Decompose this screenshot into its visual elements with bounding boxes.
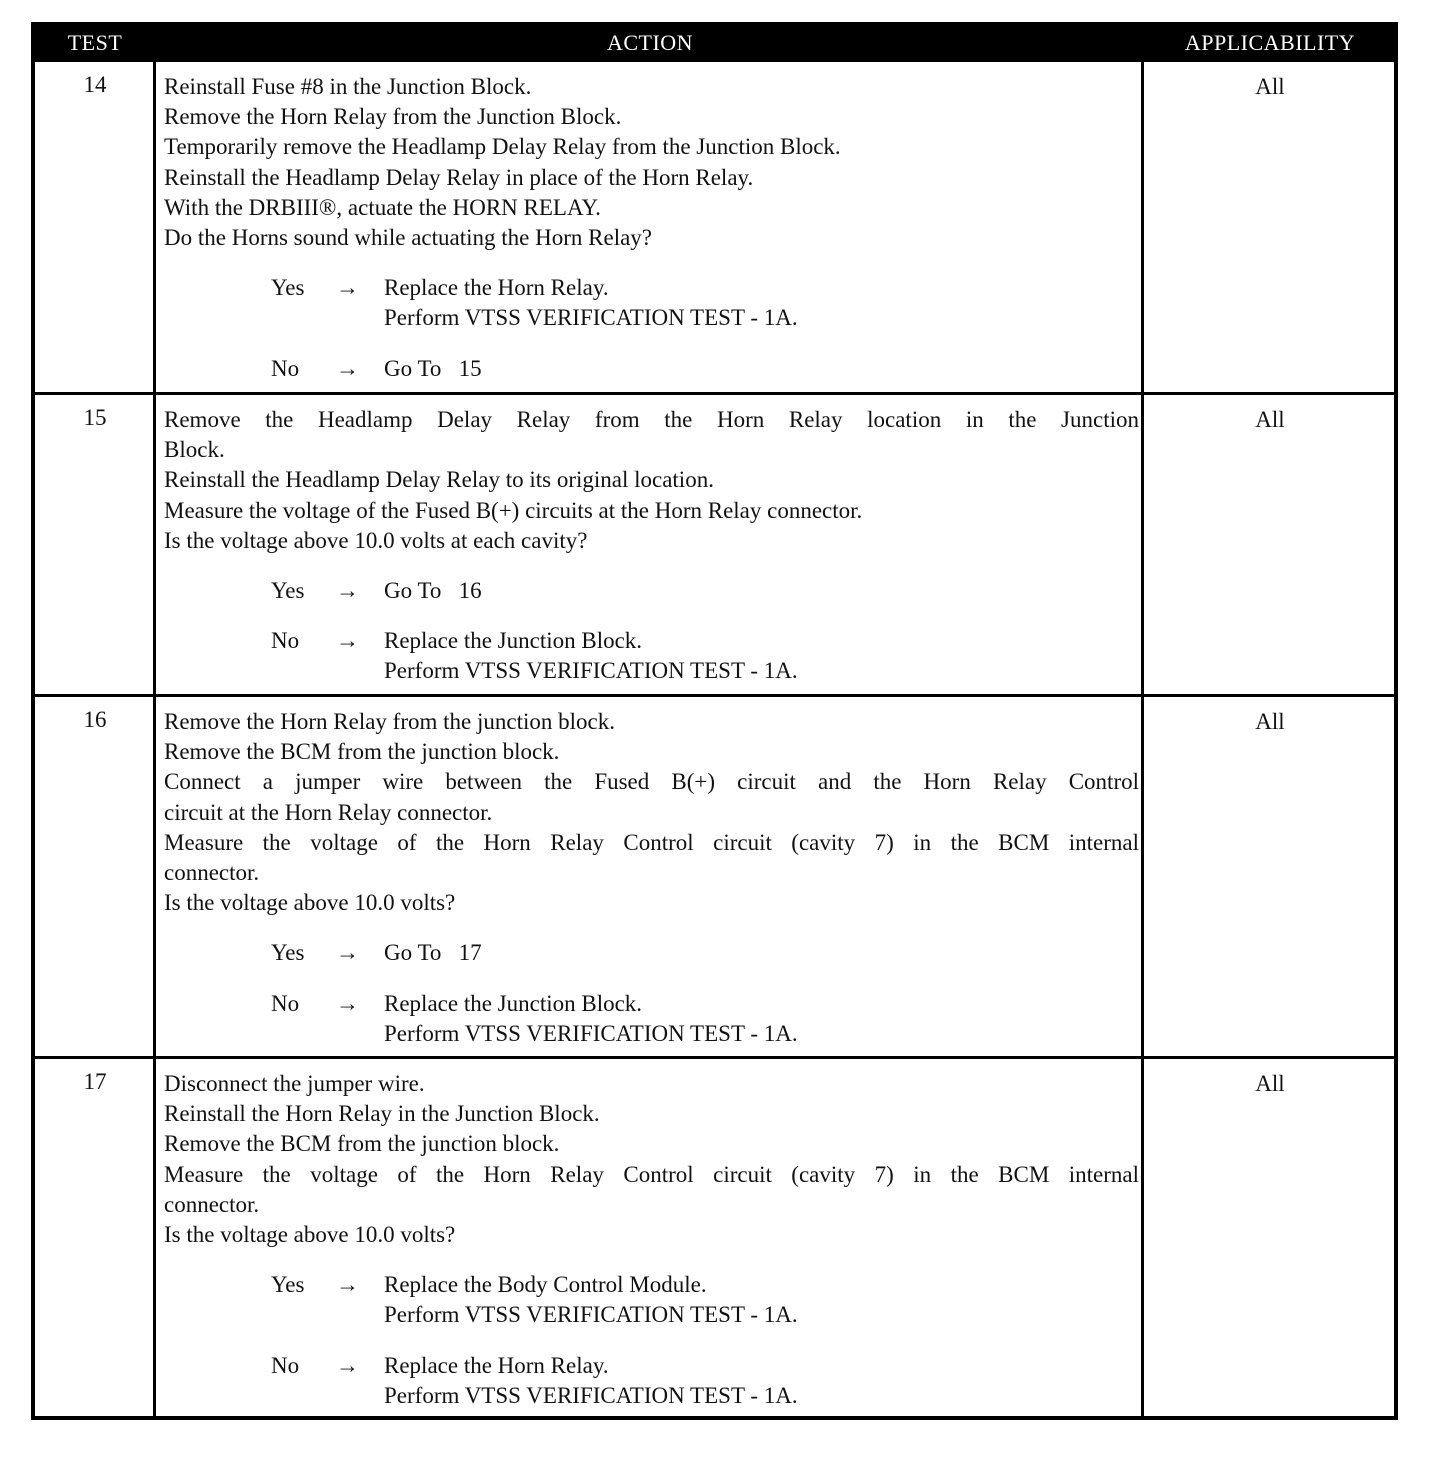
yes-outcome [271,938,1139,968]
no-outcome [271,989,1139,1049]
action-line: Is the voltage above 10.0 volts? [164,1222,456,1248]
right-arrow-icon: → [336,1272,359,1298]
right-arrow-icon: → [336,1352,359,1378]
action-line: Measure the voltage of the Horn Relay Control circuit (cavity 7) in the BCM internal [164,829,1139,855]
action-cell [164,707,1139,1049]
no-result-line: Perform VTSS VERIFICATION TEST - 1A. [384,1020,798,1046]
action-line: Measure the voltage of the Fused B(+) circuits at the Horn Relay connector. [164,497,863,523]
action-line: Remove the Horn Relay from the Junction Block. [164,104,622,130]
yes-label: Yes [271,578,305,604]
applicability-value: All [1255,1071,1285,1096]
no-label: No [271,355,300,381]
yes-outcome [271,576,1139,606]
action-line: Disconnect the jumper wire. [164,1071,425,1096]
right-arrow-icon: → [336,355,359,381]
no-outcome [271,354,1139,384]
action-line: Reinstall the Headlamp Delay Relay to its original location. [164,467,714,493]
action-line: Block. [164,437,225,463]
yes-label: Yes [271,940,305,966]
action-line: Connect a jumper wire between the Fused B(+) circuit and the Horn Relay Control [164,769,1139,795]
header-action: ACTION [606,30,694,55]
applicability-value: All [1255,74,1285,99]
header-test: TEST [67,30,123,55]
action-line: Remove the Headlamp Delay Relay from the Horn Relay location in the Junction [164,407,1139,432]
table-row [35,1059,1394,1420]
yes-result-line: Go To 17 [384,940,482,966]
no-result-line: Perform VTSS VERIFICATION TEST - 1A. [384,658,798,684]
right-arrow-icon: → [336,578,359,604]
table-row [35,62,1394,395]
yes-result-line: Perform VTSS VERIFICATION TEST - 1A. [384,1302,798,1328]
action-line: connector. [164,860,260,886]
action-line: With the DRBIII®, actuate the HORN RELAY. [164,194,601,220]
action-line: connector. [164,1191,260,1217]
action-line: Reinstall the Horn Relay in the Junction Block. [164,1101,600,1127]
action-line: Reinstall Fuse #8 in the Junction Block. [164,74,532,99]
action-line: Remove the Horn Relay from the junction block. [164,709,615,734]
table-row [35,395,1394,697]
no-result-line: Replace the Horn Relay. [384,1352,609,1378]
no-label: No [271,628,300,654]
yes-result-line: Replace the Body Control Module. [384,1272,707,1298]
no-label: No [271,1352,300,1378]
action-line: circuit at the Horn Relay connector. [164,799,493,825]
no-result-line: Go To 15 [384,355,482,381]
action-cell [164,72,1139,384]
no-result-line: Replace the Junction Block. [384,990,643,1016]
action-line: Is the voltage above 10.0 volts? [164,890,456,916]
action-line: Reinstall the Headlamp Delay Relay in place of the Horn Relay. [164,164,754,190]
test-number: 15 [83,405,107,430]
yes-outcome [271,1270,1139,1330]
action-cell [164,405,1139,687]
yes-label: Yes [271,1272,305,1298]
action-line: Do the Horns sound while actuating the Horn Relay? [164,225,652,251]
action-line: Remove the BCM from the junction block. [164,739,560,765]
test-number: 16 [83,707,107,732]
action-line: Measure the voltage of the Horn Relay Control circuit (cavity 7) in the BCM internal [164,1161,1139,1187]
action-line: Temporarily remove the Headlamp Delay Relay from the Junction Block. [164,134,841,160]
right-arrow-icon: → [336,628,359,654]
header-applicability: APPLICABILITY [1184,30,1356,55]
no-outcome [271,1351,1139,1411]
action-cell [164,1069,1139,1411]
no-result-line: Replace the Junction Block. [384,628,643,654]
right-arrow-icon: → [336,275,359,301]
action-line: Remove the BCM from the junction block. [164,1131,560,1157]
right-arrow-icon: → [336,990,359,1016]
yes-result-line: Go To 16 [384,578,482,604]
yes-label: Yes [271,275,305,301]
right-arrow-icon: → [336,940,359,966]
test-number: 14 [83,72,107,97]
yes-outcome [271,273,1139,333]
no-outcome [271,626,1139,686]
no-result-line: Perform VTSS VERIFICATION TEST - 1A. [384,1382,798,1408]
applicability-value: All [1255,407,1285,432]
yes-result-line: Replace the Horn Relay. [384,275,609,301]
table-row [35,697,1394,1059]
yes-result-line: Perform VTSS VERIFICATION TEST - 1A. [384,305,798,331]
diagnostic-test-table [31,22,1398,1420]
test-number: 17 [83,1069,107,1094]
action-line: Is the voltage above 10.0 volts at each cavity? [164,527,588,553]
table-header [35,26,1394,62]
applicability-value: All [1255,709,1285,734]
no-label: No [271,990,300,1016]
